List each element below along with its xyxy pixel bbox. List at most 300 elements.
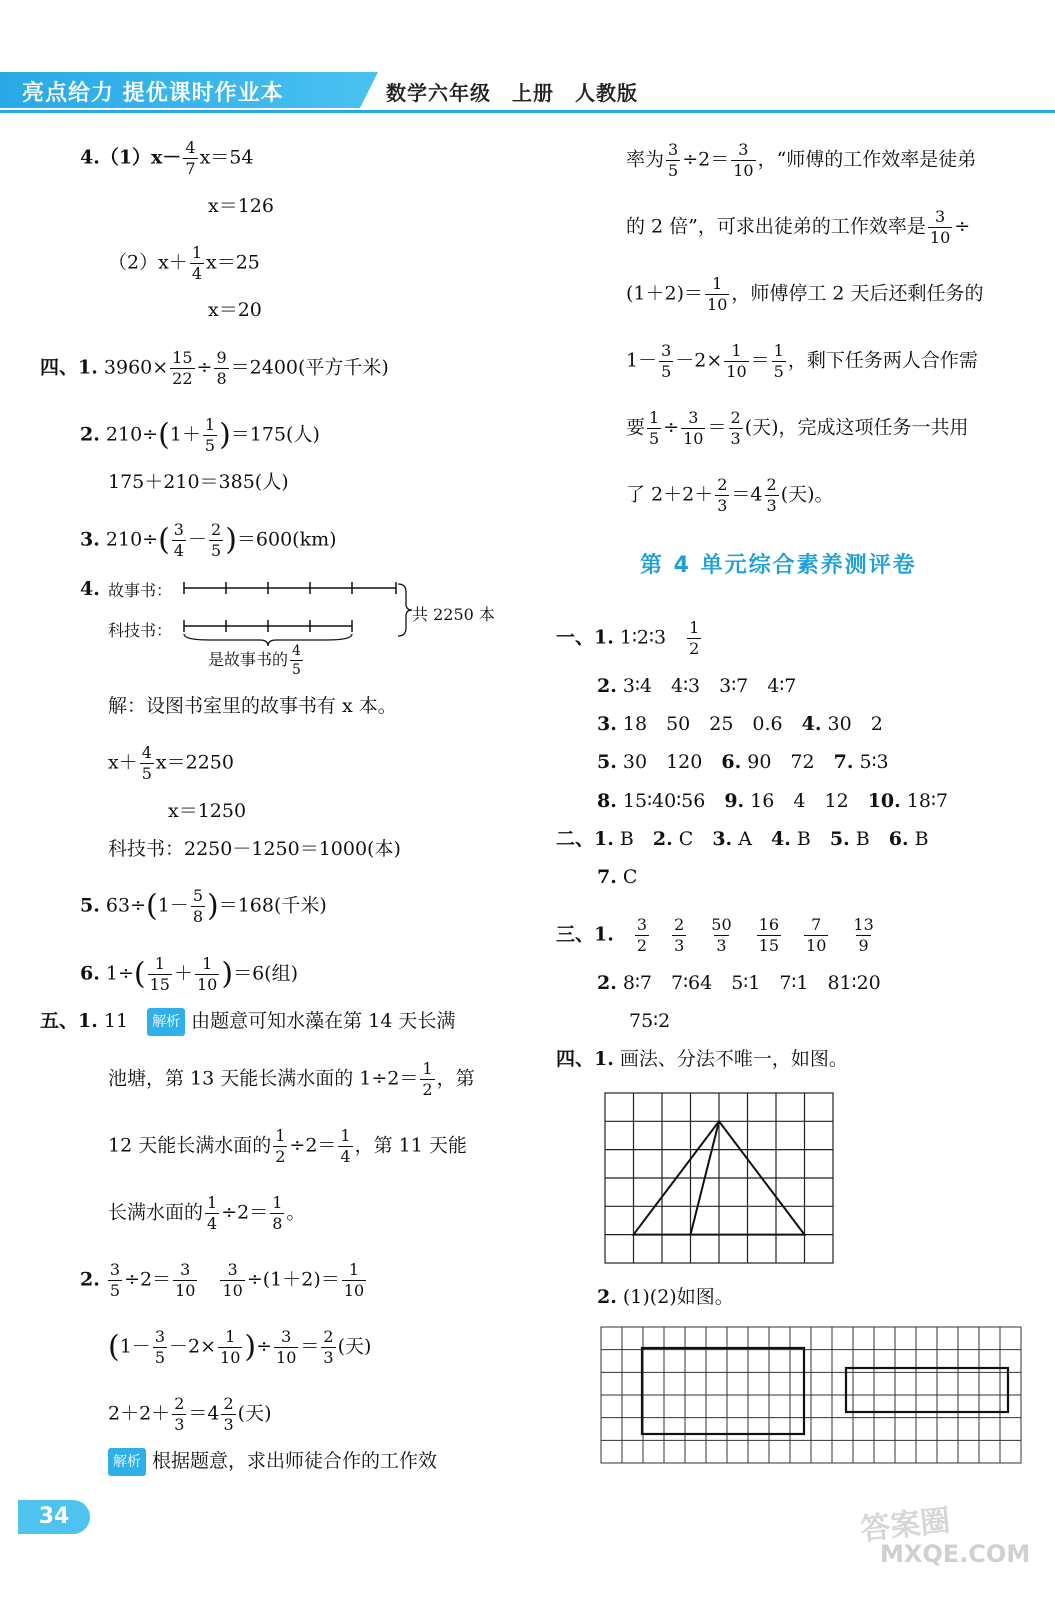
fraction: [270, 1195, 284, 1232]
text: (天)。: [780, 483, 834, 506]
paren: ): [219, 417, 231, 453]
s4-4-num: 4.: [80, 578, 100, 600]
r-line6: [626, 477, 834, 514]
q4-1-line: [80, 140, 253, 177]
s4-4-eq2: x＝1250: [168, 800, 247, 822]
numerator: 50: [711, 915, 732, 934]
text: ＝4: [731, 483, 763, 506]
text: x＝2250: [155, 751, 234, 774]
fraction: [635, 917, 649, 954]
denominator: 4: [191, 264, 202, 283]
denominator: 3: [730, 429, 741, 448]
text: 8.: [597, 790, 617, 812]
denominator: 10: [220, 1348, 241, 1367]
text: 率为: [626, 148, 665, 171]
a8-line: [597, 788, 948, 814]
numerator: 16: [758, 915, 779, 934]
s4-4-eq3: 科技书：2250－1250＝1000(本): [108, 838, 401, 860]
text: 2.: [80, 423, 100, 446]
s5-2-analysis: [108, 1448, 437, 1476]
fraction: [765, 477, 779, 514]
analysis-tag: 解析: [108, 1448, 146, 1476]
numerator: 1: [272, 1193, 283, 1212]
text: ＝175(人): [230, 423, 320, 446]
fraction: [190, 245, 204, 282]
page-header: [0, 0, 1055, 112]
fraction: [209, 522, 223, 559]
text: 9.: [724, 790, 745, 812]
numerator: 1: [689, 618, 700, 637]
numerator: 1: [649, 408, 660, 427]
numerator: 1: [202, 954, 213, 973]
numerator: 5: [192, 886, 203, 905]
text: 1－: [119, 1335, 151, 1358]
denominator: 10: [929, 228, 951, 247]
text: 2＋2＋: [108, 1402, 171, 1425]
text: 1－: [157, 894, 189, 917]
a5-line: [597, 749, 889, 775]
fraction: [205, 1195, 219, 1232]
text: 3.: [597, 713, 617, 735]
denominator: 5: [649, 429, 660, 448]
text: ÷2＝: [124, 1268, 172, 1291]
text: ÷(1＋2)＝: [246, 1268, 340, 1291]
fraction: [214, 350, 228, 387]
text: －2×: [169, 1335, 217, 1358]
text: B: [855, 828, 870, 850]
text: 。: [286, 1201, 306, 1224]
text: 1∶2∶3: [619, 626, 667, 649]
text: 四、1.: [556, 1048, 614, 1070]
fraction: [221, 1396, 235, 1433]
fraction: [218, 1329, 242, 1366]
denominator: 3: [674, 936, 685, 955]
text: 90 72: [747, 751, 815, 773]
text: 7.: [833, 751, 854, 773]
text: ÷2＝: [682, 148, 730, 171]
text: B: [796, 828, 811, 850]
fraction: [342, 1262, 366, 1299]
s4-3-line: [80, 522, 337, 559]
text: x＝25: [206, 251, 260, 274]
text: ＝: [750, 349, 770, 372]
text: ÷: [256, 1335, 273, 1358]
fraction: [172, 522, 186, 559]
denominator: 5: [154, 1348, 165, 1367]
text: 6.: [80, 962, 100, 985]
text: 4.: [801, 713, 822, 735]
s4-5-line: [80, 888, 327, 925]
numerator: 3: [281, 1327, 292, 1346]
text: ＝: [300, 1335, 320, 1358]
fraction: [148, 956, 172, 993]
denominator: 10: [733, 161, 754, 180]
numerator: 4: [292, 643, 301, 659]
denominator: 5: [211, 541, 222, 560]
numerator: 3: [738, 140, 749, 159]
fraction: [191, 888, 205, 925]
q4-1-answer: x＝126: [208, 195, 274, 217]
text: ÷: [663, 416, 680, 439]
text: 二、1.: [556, 828, 614, 850]
numerator: 4: [141, 743, 152, 762]
fraction-label: [208, 644, 305, 677]
text: x＝54: [199, 146, 254, 169]
s4-2-line: [80, 417, 320, 454]
numerator: 3: [180, 1260, 191, 1279]
denominator: 5: [141, 764, 152, 783]
denominator: 10: [683, 429, 704, 448]
numerator: 3: [668, 140, 679, 159]
q4-2-line: [108, 245, 260, 282]
denominator: 8: [216, 369, 227, 388]
fraction: [321, 1329, 335, 1366]
fraction: [183, 140, 197, 177]
text: 6.: [721, 751, 742, 773]
fraction: [274, 1329, 298, 1366]
denominator: 3: [323, 1348, 334, 1367]
fraction: [851, 917, 875, 954]
fraction: [928, 209, 952, 246]
text: ＝6(组): [233, 962, 298, 985]
denominator: 2: [275, 1147, 286, 1166]
text: ＝4: [188, 1402, 220, 1425]
text: (1＋2)＝: [626, 282, 704, 305]
text: 长满水面的: [108, 1201, 204, 1224]
numerator: 4: [185, 138, 196, 157]
numerator: 1: [773, 341, 784, 360]
s4-4-solution: 解：设图书室里的故事书有 x 本。: [108, 695, 397, 717]
r-line2: [626, 209, 970, 246]
fraction: [709, 917, 733, 954]
analysis-tag: 解析: [147, 1008, 185, 1036]
text: 池塘，第 13 天能长满水面的 1÷2＝: [108, 1067, 419, 1090]
page-number: 34: [18, 1500, 90, 1534]
text: 2.: [80, 1268, 100, 1291]
s4-4-eq1: [108, 745, 234, 782]
denominator: 7: [185, 159, 196, 178]
fraction: [659, 343, 673, 380]
fraction: [757, 917, 781, 954]
text: C: [678, 828, 694, 850]
a3-line: [597, 711, 883, 737]
paren: (: [158, 417, 170, 453]
numerator: 3: [154, 1327, 165, 1346]
denominator: 15: [149, 975, 170, 994]
numerator: 2: [730, 408, 741, 427]
fraction: [804, 917, 828, 954]
denominator: 5: [204, 436, 216, 455]
fraction: [681, 410, 705, 447]
fraction: [108, 1262, 122, 1299]
fraction: [220, 1262, 244, 1299]
paren: (: [108, 1329, 120, 1365]
q4-2-answer: x＝20: [208, 299, 262, 321]
denominator: 5: [661, 362, 672, 381]
numerator: 2: [717, 475, 728, 494]
numerator: 1: [731, 341, 742, 360]
numerator: 2: [674, 915, 685, 934]
story-book-label: 故事书：: [108, 581, 173, 600]
book-title: 亮点给力 提优课时作业本: [22, 81, 284, 106]
fraction: [170, 350, 194, 387]
science-book-label: 科技书：: [108, 621, 173, 640]
numerator: 1: [340, 1126, 351, 1145]
triangle-grid-figure: [604, 1092, 836, 1266]
numerator: 2: [323, 1327, 334, 1346]
watermark-text: 答案圈: [858, 1503, 952, 1548]
text: 210÷: [105, 423, 159, 446]
numerator: 3: [934, 207, 946, 226]
text: ，“师傅的工作效率是徒弟: [757, 148, 977, 171]
s5-1-line4: [108, 1195, 305, 1232]
text: 五、1.: [40, 1010, 98, 1032]
text: 6.: [888, 828, 909, 850]
numerator: 15: [172, 348, 193, 367]
denominator: 15: [758, 936, 779, 955]
text: ÷2＝: [289, 1134, 337, 1157]
paren: (: [158, 522, 170, 558]
text: 要: [626, 416, 646, 439]
numerator: 3: [227, 1260, 238, 1279]
text: 5.: [80, 894, 100, 917]
text: 1－: [626, 349, 658, 372]
denominator: 4: [340, 1147, 351, 1166]
numerator: 3: [636, 915, 648, 934]
text: 1＋: [169, 423, 201, 446]
text: 30 120: [622, 751, 703, 773]
text: 一、1.: [556, 626, 614, 649]
numerator: 9: [216, 348, 227, 367]
r-line4: [626, 343, 978, 380]
numerator: 13: [853, 915, 874, 934]
numerator: 1: [275, 1126, 286, 1145]
paren: ): [244, 1329, 257, 1365]
rectangle-grid-figure: [600, 1326, 1024, 1466]
denominator: 4: [173, 541, 184, 560]
text: 210÷: [105, 528, 159, 551]
text: 7.: [597, 866, 617, 888]
fraction: [140, 745, 154, 782]
denominator: 10: [343, 1281, 365, 1300]
text: 10.: [867, 790, 901, 812]
numerator: 1: [712, 274, 723, 293]
section-title: 第 4 单元综合素养测评卷: [640, 553, 917, 578]
s4-2-line2: 175＋210＝385(人): [108, 471, 289, 493]
denominator: 5: [668, 161, 679, 180]
text: 画法、分法不唯一，如图。: [619, 1048, 848, 1070]
denominator: 9: [858, 936, 869, 955]
numerator: 3: [688, 408, 699, 427]
denominator: 10: [222, 1281, 243, 1300]
fraction: [666, 142, 680, 179]
text: 18 50 25 0.6: [622, 713, 783, 735]
s5-1-line: [40, 1008, 455, 1036]
text: 30 2: [827, 713, 883, 735]
text: 1÷: [105, 962, 134, 985]
text: 了 2＋2＋: [626, 483, 714, 506]
a1-line: [556, 620, 703, 657]
text: (天): [237, 1402, 272, 1425]
denominator: 5: [109, 1281, 121, 1300]
total-label: 共 2250 本: [412, 605, 495, 624]
text: C: [622, 866, 638, 888]
text: B: [619, 828, 634, 850]
fraction: [195, 956, 219, 993]
r-line1: [626, 142, 976, 179]
numerator: 1: [348, 1260, 360, 1279]
denominator: 3: [766, 496, 777, 515]
text: 根据题意，求出师徒合作的工作效: [152, 1450, 438, 1472]
numerator: 1: [207, 1193, 218, 1212]
c2-line: [597, 970, 881, 996]
text: ÷: [196, 356, 213, 379]
text: 18∶7: [906, 790, 949, 812]
fraction: [153, 1329, 167, 1366]
text: 12 天能长满水面的: [108, 1134, 272, 1157]
text: (天): [337, 1335, 372, 1358]
text: （2）x＋: [108, 251, 188, 274]
denominator: 3: [174, 1415, 185, 1434]
text: ÷2＝: [221, 1201, 269, 1224]
c2-line2: 75∶2: [629, 1010, 671, 1032]
numerator: 1: [191, 243, 202, 262]
text: －2×: [675, 349, 723, 372]
denominator: 8: [192, 907, 203, 926]
numerator: 3: [109, 1260, 121, 1279]
text: 3960×: [103, 356, 169, 379]
text: ＝: [707, 416, 727, 439]
numerator: 2: [174, 1394, 185, 1413]
s5-2-line: [80, 1262, 368, 1299]
text: 3∶4 4∶3 3∶7 4∶7: [622, 675, 797, 697]
denominator: 5: [292, 662, 301, 678]
fraction: [724, 343, 748, 380]
text: (天)，完成这项任务一共用: [744, 416, 969, 439]
denominator: 3: [223, 1415, 234, 1434]
fraction: [731, 142, 755, 179]
text: 63÷: [105, 894, 146, 917]
numerator: 3: [173, 520, 184, 539]
numerator: 1: [204, 415, 216, 434]
denominator: 2: [636, 936, 648, 955]
text: 16 4 12: [750, 790, 849, 812]
fraction: [420, 1061, 434, 1098]
denominator: 4: [207, 1214, 218, 1233]
fraction: [203, 417, 217, 454]
header-rule: [0, 110, 1055, 113]
fraction: [687, 620, 701, 657]
fraction: [715, 477, 729, 514]
text: ＝600(km): [236, 528, 337, 551]
text: 2.: [597, 1286, 617, 1308]
denominator: 10: [806, 936, 827, 955]
numerator: 2: [211, 520, 222, 539]
denominator: 2: [422, 1080, 433, 1099]
text: 2.: [597, 675, 617, 697]
numerator: 1: [422, 1059, 433, 1078]
paren: (: [146, 888, 158, 924]
denominator: 10: [726, 362, 747, 381]
s4-6-line: [80, 956, 298, 993]
text: x＋: [108, 751, 138, 774]
paren: ): [221, 956, 234, 992]
watermark-url: MXQE.COM: [880, 1540, 1031, 1568]
text: 是故事书的: [208, 650, 289, 669]
paren: ): [207, 888, 219, 924]
fraction: [647, 410, 661, 447]
fraction: [338, 1128, 352, 1165]
r-line3: [626, 276, 984, 313]
text: 三、1.: [556, 923, 614, 946]
fraction: [705, 276, 729, 313]
b-line: [556, 826, 929, 852]
fraction: [772, 343, 786, 380]
denominator: 3: [716, 936, 727, 955]
text: 11: [103, 1010, 129, 1032]
text: 2.: [597, 972, 617, 994]
text: A: [738, 828, 752, 850]
d2-line: [597, 1284, 734, 1310]
denominator: 5: [773, 362, 784, 381]
denominator: 22: [172, 369, 193, 388]
text: (1)(2)如图。: [622, 1286, 734, 1308]
text: ＝2400(平方千米): [230, 356, 389, 379]
s5-1-line3: [108, 1128, 467, 1165]
c1-line: [556, 917, 878, 954]
text: ＝168(千米): [218, 894, 327, 917]
r-line5: [626, 410, 969, 447]
text: ，第: [436, 1067, 475, 1090]
text: B: [914, 828, 929, 850]
numerator: 2: [223, 1394, 234, 1413]
text: －: [187, 528, 207, 551]
paren: (: [133, 956, 146, 992]
text: 3.: [80, 528, 100, 551]
s5-2-line2: [108, 1329, 371, 1366]
book-subtitle: 数学六年级 上册 人教版: [386, 81, 638, 105]
s5-1-line2: [108, 1061, 475, 1098]
denominator: 8: [272, 1214, 283, 1233]
fraction: [172, 1396, 186, 1433]
denominator: 10: [707, 295, 728, 314]
a2-line: [597, 673, 796, 699]
fraction: [273, 1128, 287, 1165]
text: 4.（1）x－: [80, 146, 182, 169]
text: 5.: [597, 751, 617, 773]
numerator: 2: [766, 475, 777, 494]
fraction: [672, 917, 686, 954]
denominator: 10: [175, 1281, 196, 1300]
text: ÷: [954, 215, 971, 238]
text: ，师傅停工 2 天后还剩任务的: [731, 282, 984, 305]
paren: ): [225, 522, 237, 558]
text: ，剩下任务两人合作需: [787, 349, 978, 372]
d1-line: [556, 1046, 848, 1072]
text: 2.: [652, 828, 673, 850]
s5-2-line3: [108, 1396, 271, 1433]
text: ，第 11 天能: [354, 1134, 467, 1157]
fraction: [290, 644, 303, 677]
denominator: 2: [689, 639, 700, 658]
text: 3.: [712, 828, 733, 850]
text: 4.: [770, 828, 791, 850]
text: 15∶40∶56: [622, 790, 706, 812]
text: 的 2 倍”，可求出徒弟的工作效率是: [626, 215, 926, 238]
text: 由题意可知水藻在第 14 天长满: [191, 1010, 456, 1032]
fraction: [729, 410, 743, 447]
b7-line: [597, 864, 637, 890]
